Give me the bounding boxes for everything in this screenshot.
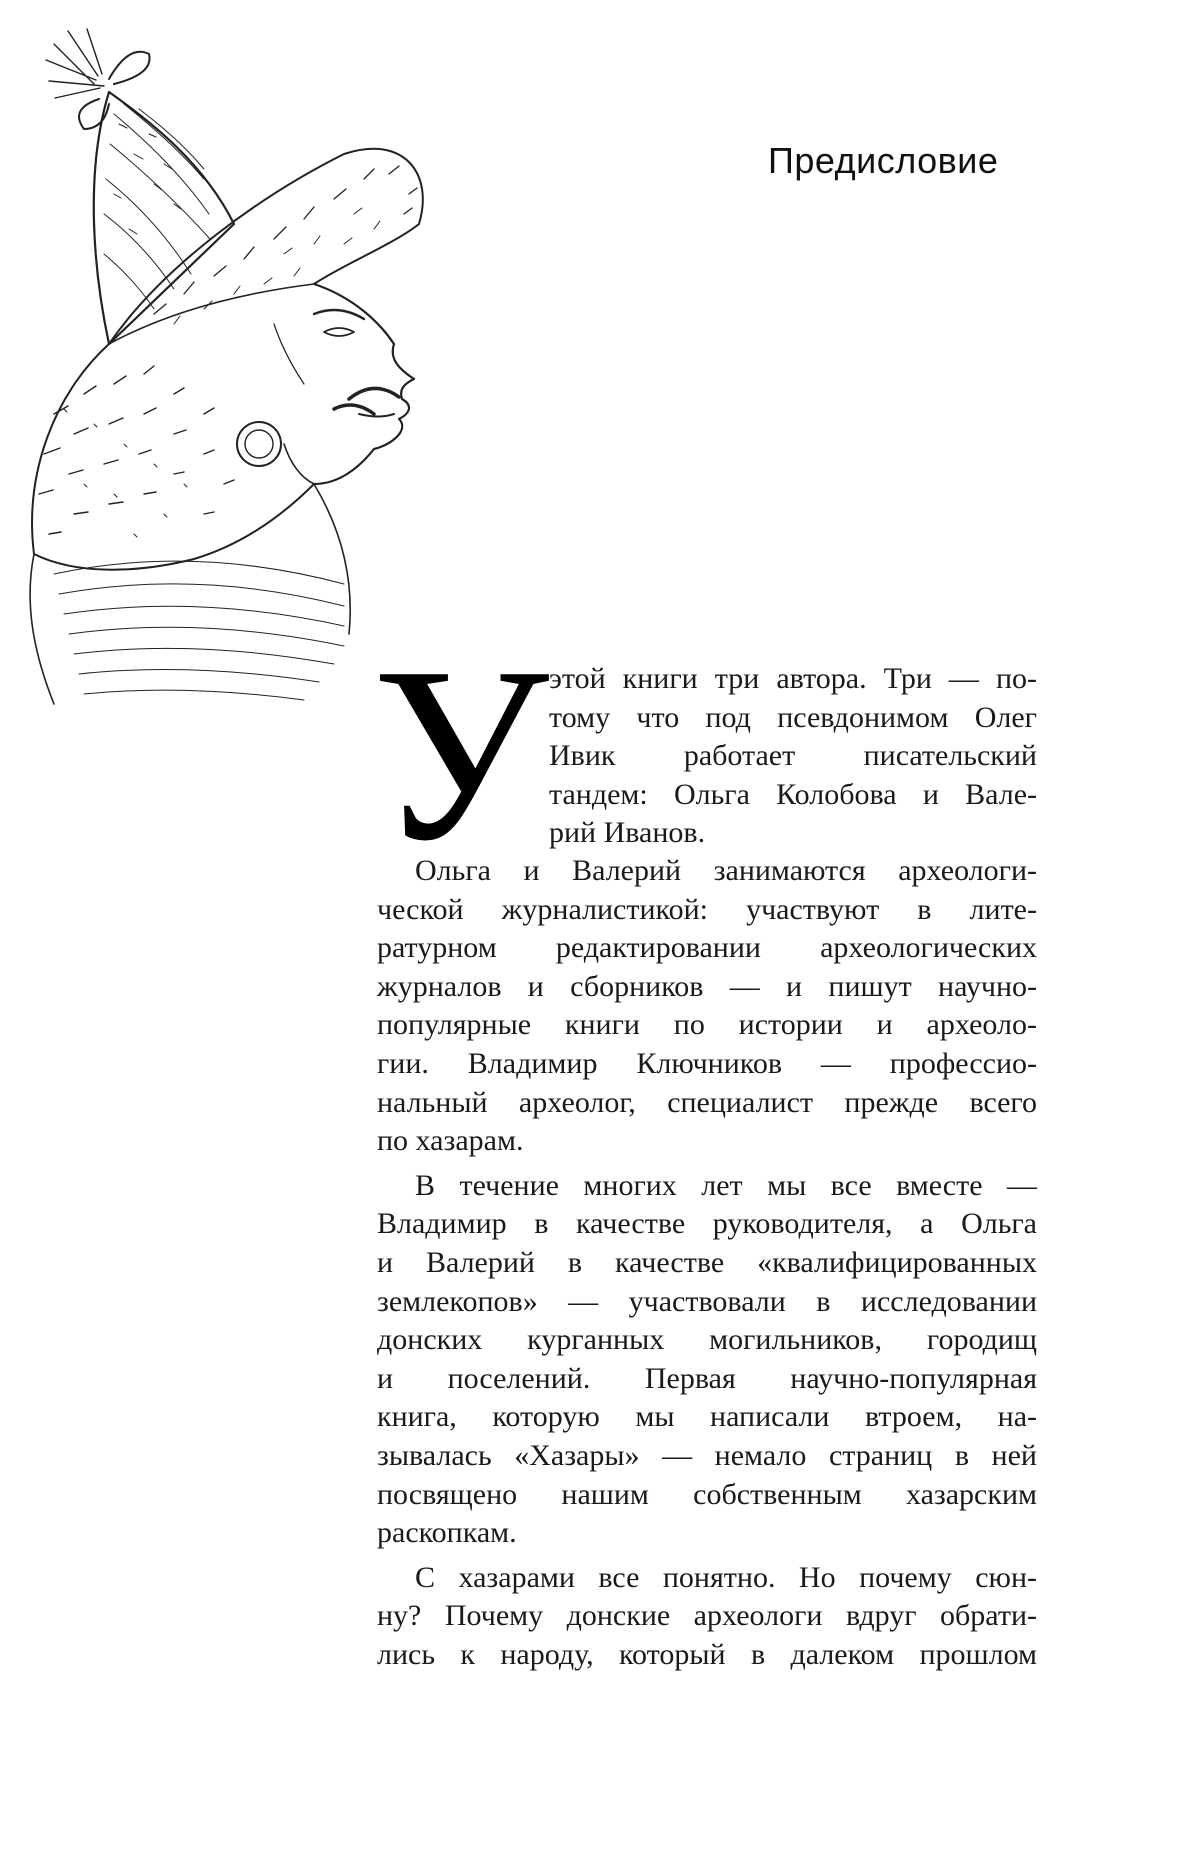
text-line: лись к народу, который в далеком прошлом (377, 1637, 1037, 1671)
text-line: и Валерий в качестве «квалифицированных (377, 1245, 1037, 1279)
hat-tassel-icon (46, 29, 150, 129)
text-line: тандем: Ольга Колобова и Вале- (549, 777, 1037, 811)
text-line: нальный археолог, специалист прежде всего (377, 1085, 1037, 1119)
text-line: тому что под псевдонимом Олег (549, 700, 1037, 734)
text-line: В течение многих лет мы все вместе — (415, 1168, 1037, 1202)
chapter-title: Предисловие (768, 140, 999, 181)
text-line: по хазарам. (377, 1124, 524, 1158)
text-line: журналов и сборников — и пишут научно- (377, 969, 1037, 1003)
text-line: этой книги три автора. Три — по- (549, 662, 1037, 695)
drop-cap: У (372, 616, 550, 893)
nomad-warrior-illustration (14, 14, 514, 714)
text-line: С хазарами все понятно. Но почему сюн- (415, 1560, 1037, 1594)
fur-collar-icon (32, 344, 314, 570)
text-line: Владимир в качестве руководителя, а Ольга (377, 1207, 1037, 1241)
paragraph (377, 1167, 1037, 1553)
text-line: донских курганных могильников, городищ (377, 1323, 1037, 1357)
earring-icon (237, 422, 281, 466)
text-line: ну? Почему донские археологи вдруг обрати- (377, 1599, 1037, 1633)
paragraph (377, 1559, 1037, 1675)
text-line: книга, которую мы написали втроем, на- (377, 1400, 1037, 1434)
face-profile-icon (274, 284, 414, 484)
text-line: Ивик работает писательский (549, 739, 1037, 773)
paragraph (377, 852, 1037, 1161)
text-line: ческой журналистикой: участвуют в лите- (377, 892, 1037, 926)
text-line: ратурном редактировании археологических (377, 931, 1037, 965)
lead-paragraph (549, 660, 1037, 853)
text-line: зывалась «Хазары» — немало страниц в ней (377, 1438, 1037, 1472)
text-line: и поселений. Первая научно-популярная (377, 1361, 1037, 1395)
text-line: популярные книги по истории и археоло- (377, 1008, 1037, 1042)
text-line: землекопов» — участвовали в исследовании (377, 1284, 1037, 1318)
text-line: раскопкам. (377, 1516, 517, 1550)
text-line: Ольга и Валерий занимаются археологи- (415, 854, 1037, 887)
text-line: посвящено нашим собственным хазарским (377, 1477, 1037, 1511)
text-line: рий Иванов. (549, 816, 706, 850)
body-text (377, 852, 1037, 1674)
text-line: гии. Владимир Ключников — профессио- (377, 1046, 1037, 1080)
fur-brim-icon (109, 149, 423, 344)
robe-icon (30, 484, 350, 704)
